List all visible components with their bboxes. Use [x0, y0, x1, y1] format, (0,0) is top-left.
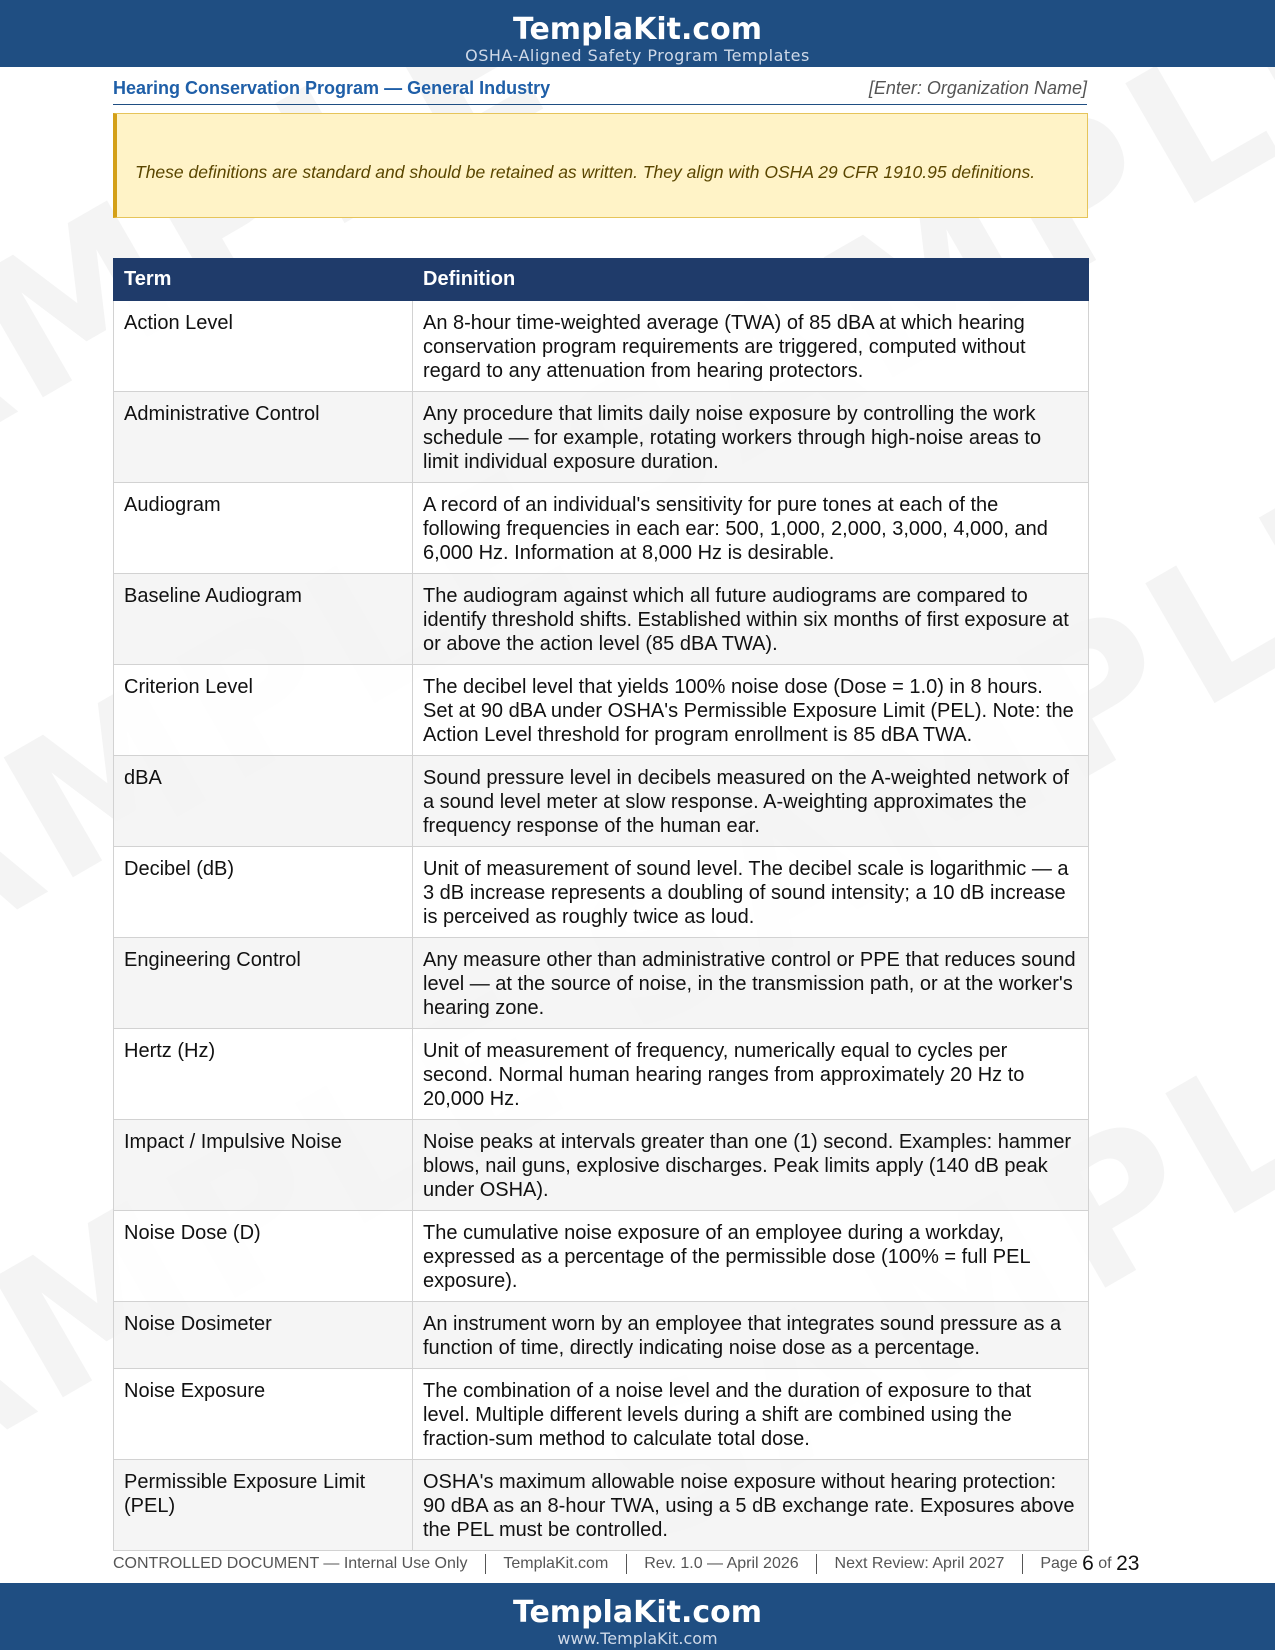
term-cell: Baseline Audiogram — [114, 574, 413, 665]
footer-divider — [1022, 1554, 1023, 1574]
brand-name: TemplaKit.com — [512, 12, 762, 47]
term-cell: Noise Dose (D) — [114, 1211, 413, 1302]
definition-cell: Unit of measurement of frequency, numerically equal to cycles per second. Normal human hearing ranges from approximately 20 Hz to 20,000 Hz. — [413, 1029, 1089, 1120]
table-row — [114, 392, 1089, 483]
table-row — [114, 1302, 1089, 1369]
page-of-label: of — [1098, 1555, 1112, 1572]
footer-url[interactable]: www.TemplaKit.com — [557, 1629, 718, 1648]
guidance-note-text: These definitions are standard and should be retained as written. They align with OSHA 29 CFR 1910.95 definitions. — [135, 162, 1036, 182]
term-cell: Hertz (Hz) — [114, 1029, 413, 1120]
table-row — [114, 665, 1089, 756]
definition-cell: Any procedure that limits daily noise exposure by controlling the work schedule — for example, rotating workers through high-noise areas to limit individual exposure duration. — [413, 392, 1089, 483]
definition-cell: Unit of measurement of sound level. The decibel scale is logarithmic — a 3 dB increase represents a doubling of sound intensity; a 10 dB increase is perceived as roughly twice as loud. — [413, 847, 1089, 938]
table-row — [114, 301, 1089, 392]
page-current: 6 — [1082, 1552, 1094, 1575]
definition-cell: Noise peaks at intervals greater than one (1) second. Examples: hammer blows, nail guns, explosive discharges. Peak limits apply (140 dB peak under OSHA). — [413, 1120, 1089, 1211]
document-title: Hearing Conservation Program — General Industry — [113, 78, 551, 98]
definition-cell: Sound pressure level in decibels measured on the A-weighted network of a sound level meter at slow response. A-weighting approximates the frequency response of the human ear. — [413, 756, 1089, 847]
page-total: 23 — [1116, 1552, 1140, 1575]
document-footer — [113, 1552, 1163, 1576]
definition-cell: Any measure other than administrative control or PPE that reduces sound level — at the source of noise, in the transmission path, or at the worker's hearing zone. — [413, 938, 1089, 1029]
next-review-info: Next Review: April 2027 — [834, 1555, 1005, 1572]
definitions-table — [113, 258, 1089, 1551]
table-header-row — [114, 259, 1089, 301]
definition-cell: The combination of a noise level and the duration of exposure to that level. Multiple different levels during a shift are combined using the fraction-sum method to calculate total dose. — [413, 1369, 1089, 1460]
table-row — [114, 483, 1089, 574]
table-row — [114, 847, 1089, 938]
term-cell: Action Level — [114, 301, 413, 392]
term-cell: Permissible Exposure Limit (PEL) — [114, 1460, 413, 1551]
table-row — [114, 756, 1089, 847]
term-cell: Criterion Level — [114, 665, 413, 756]
footer-site: TemplaKit.com — [503, 1555, 609, 1572]
definition-cell: OSHA's maximum allowable noise exposure without hearing protection: 90 dBA as an 8-hour TWA, using a 5 dB exchange rate. Exposures above the PEL must be controlled. — [413, 1460, 1089, 1551]
control-notice: CONTROLLED DOCUMENT — Internal Use Only — [113, 1555, 468, 1572]
table-row — [114, 1120, 1089, 1211]
revision-info: Rev. 1.0 — April 2026 — [644, 1555, 799, 1572]
term-cell: dBA — [114, 756, 413, 847]
table-row — [114, 938, 1089, 1029]
term-cell: Impact / Impulsive Noise — [114, 1120, 413, 1211]
term-cell: Engineering Control — [114, 938, 413, 1029]
term-cell: Decibel (dB) — [114, 847, 413, 938]
footer-divider — [626, 1554, 627, 1574]
definition-cell: An 8-hour time-weighted average (TWA) of 85 dBA at which hearing conservation program requirements are triggered, computed without regard to any attenuation from hearing protectors. — [413, 301, 1089, 392]
brand-tagline: OSHA-Aligned Safety Program Templates — [465, 46, 810, 65]
table-row — [114, 1211, 1089, 1302]
term-cell: Audiogram — [114, 483, 413, 574]
footer-divider — [816, 1554, 817, 1574]
definition-cell: An instrument worn by an employee that integrates sound pressure as a function of time, directly indicating noise dose as a percentage. — [413, 1302, 1089, 1369]
definition-cell: The audiogram against which all future audiograms are compared to identify threshold shifts. Established within six months of first exposure at or above the action level (85 dBA TWA). — [413, 574, 1089, 665]
footer-brand-name: TemplaKit.com — [512, 1595, 762, 1630]
term-cell: Noise Dosimeter — [114, 1302, 413, 1369]
term-cell: Administrative Control — [114, 392, 413, 483]
top-banner — [0, 0, 1275, 67]
term-cell: Noise Exposure — [114, 1369, 413, 1460]
definition-cell: The cumulative noise exposure of an employee during a workday, expressed as a percentage of the permissible dose (100% = full PEL exposure). — [413, 1211, 1089, 1302]
column-header-term: Term — [114, 259, 413, 301]
table-row — [114, 1029, 1089, 1120]
table-row — [114, 574, 1089, 665]
table-row — [114, 1369, 1089, 1460]
definition-cell: A record of an individual's sensitivity for pure tones at each of the following frequencies in each ear: 500, 1,000, 2,000, 3,000, 4,000, and 6,000 Hz. Information at 8,000 Hz is desirable. — [413, 483, 1089, 574]
bottom-banner — [0, 1583, 1275, 1650]
document-header — [113, 76, 1087, 105]
column-header-definition: Definition — [413, 259, 1089, 301]
table-row — [114, 1460, 1089, 1551]
page-label: Page — [1040, 1555, 1078, 1572]
guidance-note — [113, 113, 1088, 218]
footer-divider — [485, 1554, 486, 1574]
organization-name-placeholder[interactable]: [Enter: Organization Name] — [868, 78, 1087, 98]
definition-cell: The decibel level that yields 100% noise dose (Dose = 1.0) in 8 hours. Set at 90 dBA under OSHA's Permissible Exposure Limit (PEL). Note: the Action Level threshold for program enrollment is 85 dBA TWA. — [413, 665, 1089, 756]
